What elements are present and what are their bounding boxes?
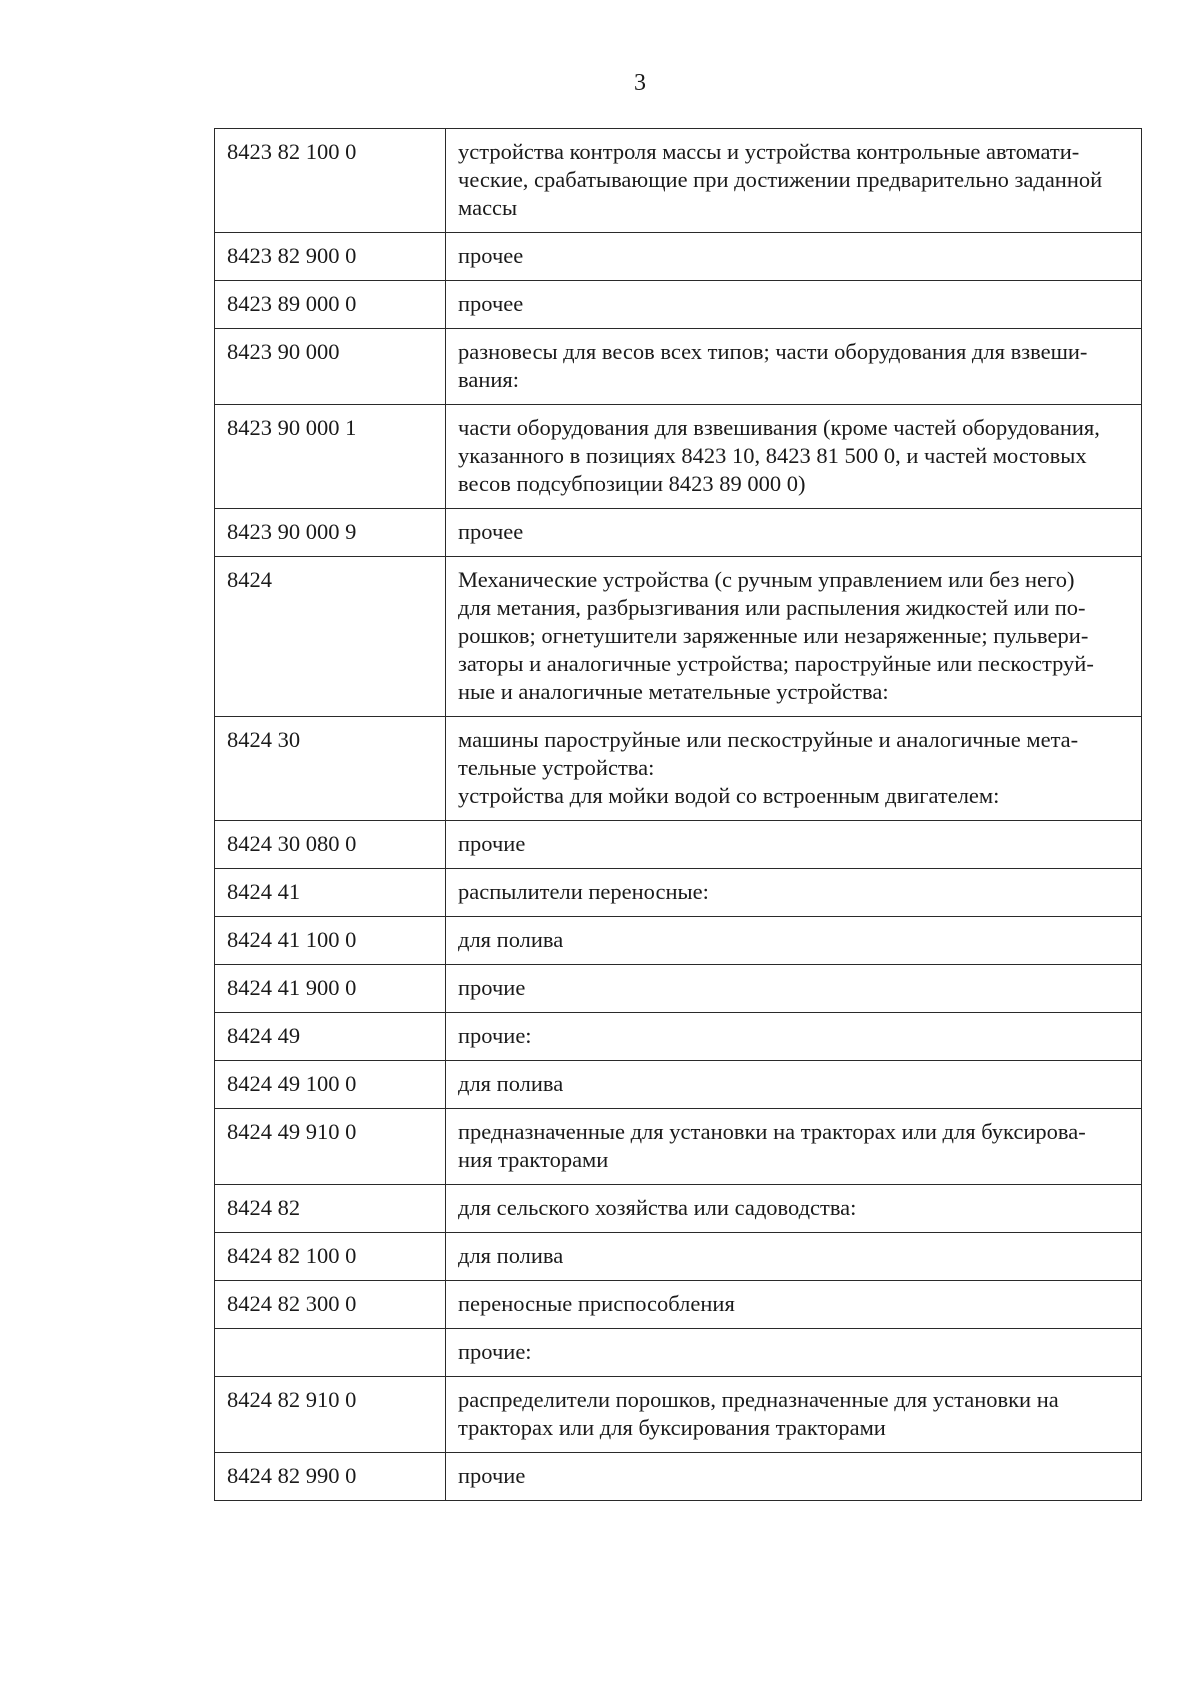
code-cell: 8424 49 100 0: [215, 1061, 446, 1109]
table-row: [215, 821, 1142, 869]
description-line: распределители порошков, предназначенные для установки на: [458, 1387, 1059, 1412]
table-row: [215, 405, 1142, 509]
code-cell: [215, 1329, 446, 1377]
table-row: [215, 329, 1142, 405]
table-row: [215, 281, 1142, 329]
description-cell: [446, 233, 1142, 281]
description-line: тельные устройства:: [458, 755, 655, 780]
table-row: [215, 1013, 1142, 1061]
description-line: заторы и аналогичные устройства; пароструйные или пескоструй-: [458, 651, 1094, 676]
table-row: [215, 509, 1142, 557]
description-line: прочие: [458, 975, 526, 1000]
table-row: [215, 1377, 1142, 1453]
description-cell: [446, 1329, 1142, 1377]
code-cell: 8423 82 100 0: [215, 129, 446, 233]
description-line: для полива: [458, 1243, 564, 1268]
description-cell: [446, 557, 1142, 717]
description-cell: [446, 1013, 1142, 1061]
description-line: ные и аналогичные метательные устройства:: [458, 679, 889, 704]
code-cell: 8424 41: [215, 869, 446, 917]
code-cell: 8423 90 000 1: [215, 405, 446, 509]
description-cell: [446, 329, 1142, 405]
description-cell: [446, 1061, 1142, 1109]
code-cell: 8424 41 100 0: [215, 917, 446, 965]
table-row: [215, 1281, 1142, 1329]
code-cell: 8423 90 000 9: [215, 509, 446, 557]
description-line: ния тракторами: [458, 1147, 609, 1172]
description-cell: [446, 1109, 1142, 1185]
table-row: [215, 1109, 1142, 1185]
description-line: переносные приспособления: [458, 1291, 735, 1316]
table-row: [215, 965, 1142, 1013]
description-line: Механические устройства (с ручным управлением или без него): [458, 567, 1075, 592]
description-cell: [446, 405, 1142, 509]
table-row: [215, 557, 1142, 717]
table-row: [215, 917, 1142, 965]
description-line: прочее: [458, 291, 524, 316]
description-line: рошков; огнетушители заряженные или незаряженные; пульвери-: [458, 623, 1089, 648]
code-cell: 8423 89 000 0: [215, 281, 446, 329]
description-line: прочее: [458, 243, 524, 268]
description-line: для метания, разбрызгивания или распыления жидкостей или по-: [458, 595, 1086, 620]
table-row: [215, 1233, 1142, 1281]
table-row: [215, 1061, 1142, 1109]
description-line: прочее: [458, 519, 524, 544]
description-line: для полива: [458, 927, 564, 952]
code-cell: 8424 30 080 0: [215, 821, 446, 869]
code-cell: 8424 82 910 0: [215, 1377, 446, 1453]
table-row: [215, 233, 1142, 281]
table-row: [215, 129, 1142, 233]
tariff-code-table: [214, 128, 1142, 1501]
description-cell: [446, 1185, 1142, 1233]
code-cell: 8424 49: [215, 1013, 446, 1061]
description-line: предназначенные для установки на тракторах или для буксирова-: [458, 1119, 1086, 1144]
description-cell: [446, 1453, 1142, 1501]
description-cell: [446, 1377, 1142, 1453]
code-cell: 8424 82 300 0: [215, 1281, 446, 1329]
description-line: прочие:: [458, 1339, 532, 1364]
description-line: распылители переносные:: [458, 879, 709, 904]
description-line: массы: [458, 195, 518, 220]
description-line: для полива: [458, 1071, 564, 1096]
code-cell: 8423 82 900 0: [215, 233, 446, 281]
description-line: вания:: [458, 367, 519, 392]
description-line: тракторах или для буксирования тракторами: [458, 1415, 886, 1440]
table-row: [215, 1185, 1142, 1233]
description-cell: [446, 821, 1142, 869]
table-body: [215, 129, 1142, 1501]
description-cell: [446, 281, 1142, 329]
description-cell: [446, 1281, 1142, 1329]
description-cell: [446, 1233, 1142, 1281]
description-cell: [446, 917, 1142, 965]
description-line: весов подсубпозиции 8423 89 000 0): [458, 471, 806, 496]
code-cell: 8424 82 990 0: [215, 1453, 446, 1501]
page-number: 3: [634, 70, 646, 96]
description-line: разновесы для весов всех типов; части оборудования для взвеши-: [458, 339, 1088, 364]
description-line: устройства контроля массы и устройства контрольные автомати-: [458, 139, 1080, 164]
description-cell: [446, 129, 1142, 233]
description-cell: [446, 717, 1142, 821]
code-cell: 8424 82: [215, 1185, 446, 1233]
code-cell: 8424: [215, 557, 446, 717]
code-cell: 8424 41 900 0: [215, 965, 446, 1013]
table-row: [215, 717, 1142, 821]
description-cell: [446, 509, 1142, 557]
code-cell: 8423 90 000: [215, 329, 446, 405]
description-line: указанного в позициях 8423 10, 8423 81 500 0, и частей мостовых: [458, 443, 1087, 468]
table-row: [215, 1329, 1142, 1377]
description-line: машины пароструйные или пескоструйные и аналогичные мета-: [458, 727, 1079, 752]
description-line: прочие: [458, 1463, 526, 1488]
code-cell: 8424 30: [215, 717, 446, 821]
description-line: ческие, срабатывающие при достижении предварительно заданной: [458, 167, 1103, 192]
description-line: для сельского хозяйства или садоводства:: [458, 1195, 857, 1220]
table-row: [215, 869, 1142, 917]
description-line: части оборудования для взвешивания (кроме частей оборудования,: [458, 415, 1100, 440]
description-cell: [446, 869, 1142, 917]
description-line: прочие:: [458, 1023, 532, 1048]
description-line: устройства для мойки водой со встроенным двигателем:: [458, 783, 1000, 808]
description-cell: [446, 965, 1142, 1013]
code-cell: 8424 49 910 0: [215, 1109, 446, 1185]
description-line: прочие: [458, 831, 526, 856]
table-row: [215, 1453, 1142, 1501]
code-cell: 8424 82 100 0: [215, 1233, 446, 1281]
